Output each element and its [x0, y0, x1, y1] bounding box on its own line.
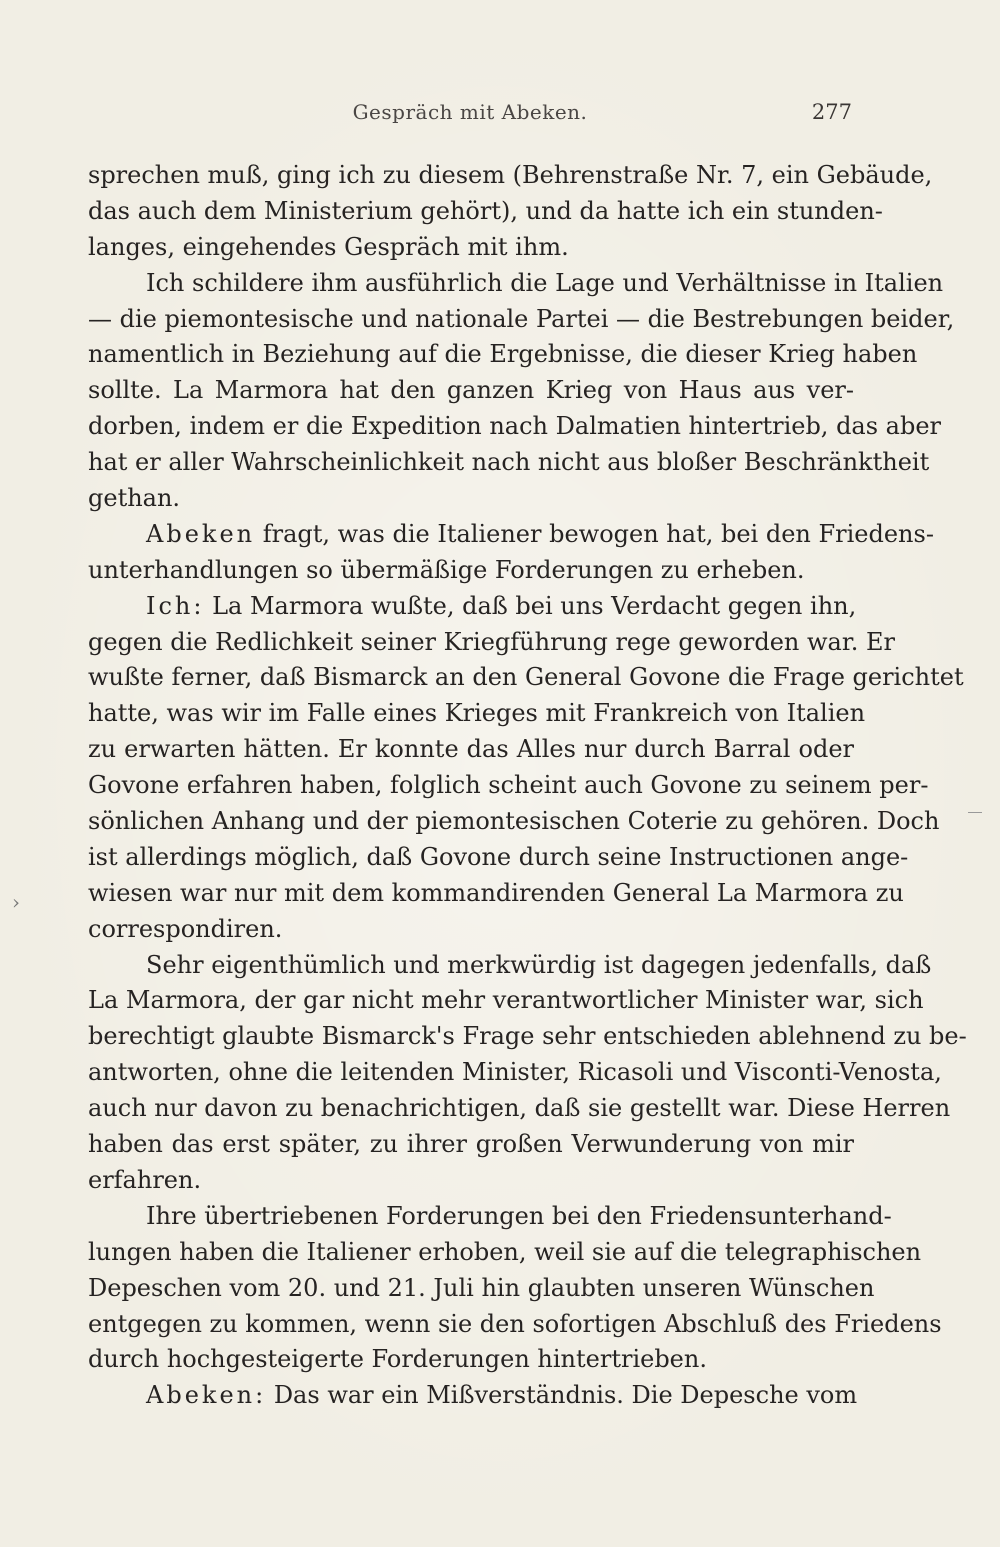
text-line — [88, 517, 934, 553]
line-text: das auch dem Ministerium gehört), und da hatte ich ein stunden- — [88, 196, 883, 225]
text-line — [88, 230, 854, 266]
line-text: hatte, was wir im Falle eines Krieges mit Frankreich von Italien — [88, 699, 866, 728]
text-line — [88, 553, 854, 589]
line-text: Ich schildere ihm ausführlich die Lage und Verhältnisse in Italien — [146, 268, 944, 297]
text-line — [88, 1163, 854, 1199]
text-line — [88, 409, 942, 445]
line-text: antworten, ohne die leitenden Minister, Ricasoli und Visconti-Venosta, — [88, 1058, 942, 1087]
line-text: dorben, indem er die Expedition nach Dalmatien hintertrieb, das aber — [88, 412, 942, 441]
text-line — [88, 302, 955, 338]
line-text: gethan. — [88, 484, 181, 513]
line-text: durch hochgesteigerte Forderungen hintertrieben. — [88, 1345, 707, 1374]
line-text: ist allerdings möglich, daß Govone durch seine Instructionen ange- — [88, 842, 909, 871]
text-line — [88, 158, 933, 194]
text-line — [88, 445, 930, 481]
page-number: 277 — [811, 100, 852, 124]
text-line — [88, 1378, 858, 1414]
line-text: zu erwarten hätten. Er konnte das Alles nur durch Barral oder — [88, 735, 854, 764]
margin-dash — [968, 812, 982, 813]
line-text: — die piemontesische und nationale Partei — die Bestrebungen beider, — [88, 304, 955, 333]
line-text: sprechen muß, ging ich zu diesem (Behrenstraße Nr. 7, ein Gebäude, — [88, 161, 933, 189]
body-text — [88, 158, 967, 1414]
line-text: unterhandlungen so übermäßige Forderungen zu erheben. — [88, 555, 805, 584]
text-line — [88, 373, 854, 409]
line-text: Das war ein Mißverständnis. Die Depesche vom — [266, 1381, 858, 1410]
text-line — [88, 1271, 875, 1307]
text-line — [88, 840, 909, 876]
text-line — [88, 660, 964, 696]
line-text: sönlichen Anhang und der piemontesischen Coterie zu gehören. Doch — [88, 807, 940, 836]
text-line — [88, 625, 895, 661]
margin-mark: › — [12, 890, 20, 914]
line-text: Sehr eigenthümlich und merkwürdig ist dagegen jedenfalls, daß — [146, 950, 932, 979]
line-text: auch nur davon zu benachrichtigen, daß sie gestellt war. Diese Herren — [88, 1094, 951, 1123]
line-text: Ihre übertriebenen Forderungen bei den Friedensunterhand- — [146, 1201, 892, 1230]
line-text: namentlich in Beziehung auf die Ergebnisse, die dieser Krieg haben — [88, 340, 918, 369]
running-head — [88, 100, 852, 130]
text-line — [88, 1127, 854, 1163]
text-line — [88, 337, 918, 373]
text-line — [88, 589, 857, 625]
line-text: hat er aller Wahrscheinlichkeit nach nicht aus bloßer Beschränktheit — [88, 448, 930, 477]
speaker-name: Abeken: — [146, 1381, 267, 1410]
line-text: sollte. La Marmora hat den ganzen Krieg von Haus aus ver- — [88, 376, 854, 405]
text-line — [88, 696, 866, 732]
text-line — [88, 983, 924, 1019]
text-line — [88, 1055, 942, 1091]
line-text: haben das erst später, zu ihrer großen Verwunderung von mir — [88, 1130, 854, 1159]
text-line — [88, 768, 929, 804]
line-text: correspondiren. — [88, 914, 283, 943]
line-text: Depeschen vom 20. und 21. Juli hin glaubten unseren Wünschen — [88, 1273, 875, 1302]
text-line — [88, 1019, 967, 1055]
line-text: berechtigt glaubte Bismarck's Frage sehr entschieden ablehnend zu be- — [88, 1022, 967, 1051]
text-line — [88, 194, 883, 230]
text-line — [88, 732, 854, 768]
running-title: Gespräch mit Abeken. — [352, 100, 588, 124]
line-text: wußte ferner, daß Bismarck an den General Govone die Frage gerichtet — [88, 663, 964, 692]
line-text: La Marmora, der gar nicht mehr verantwortlicher Minister war, sich — [88, 986, 924, 1015]
line-text: Govone erfahren haben, folglich scheint auch Govone zu seinem per- — [88, 771, 929, 800]
line-text: fragt, was die Italiener bewogen hat, bei den Friedens- — [255, 519, 934, 548]
text-line — [88, 1235, 922, 1271]
line-text: wiesen war nur mit dem kommandirenden General La Marmora zu — [88, 878, 904, 907]
text-line — [88, 481, 854, 517]
text-line — [88, 266, 944, 302]
text-line — [88, 1342, 854, 1378]
line-text: La Marmora wußte, daß bei uns Verdacht gegen ihn, — [204, 591, 857, 620]
speaker-name: Abeken — [146, 519, 256, 548]
text-line — [88, 1091, 951, 1127]
line-text: entgegen zu kommen, wenn sie den sofortigen Abschluß des Friedens — [88, 1309, 942, 1338]
line-text: erfahren. — [88, 1165, 202, 1194]
text-line — [88, 948, 932, 984]
line-text: gegen die Redlichkeit seiner Kriegführung rege geworden war. Er — [88, 627, 895, 656]
line-text: lungen haben die Italiener erhoben, weil sie auf die telegraphischen — [88, 1237, 922, 1266]
text-line — [88, 876, 904, 912]
text-line — [88, 1307, 942, 1343]
speaker-name: Ich: — [146, 591, 205, 620]
line-text: langes, eingehendes Gespräch mit ihm. — [88, 232, 569, 261]
text-line — [88, 804, 940, 840]
text-line — [88, 912, 854, 948]
text-line — [88, 1199, 892, 1235]
